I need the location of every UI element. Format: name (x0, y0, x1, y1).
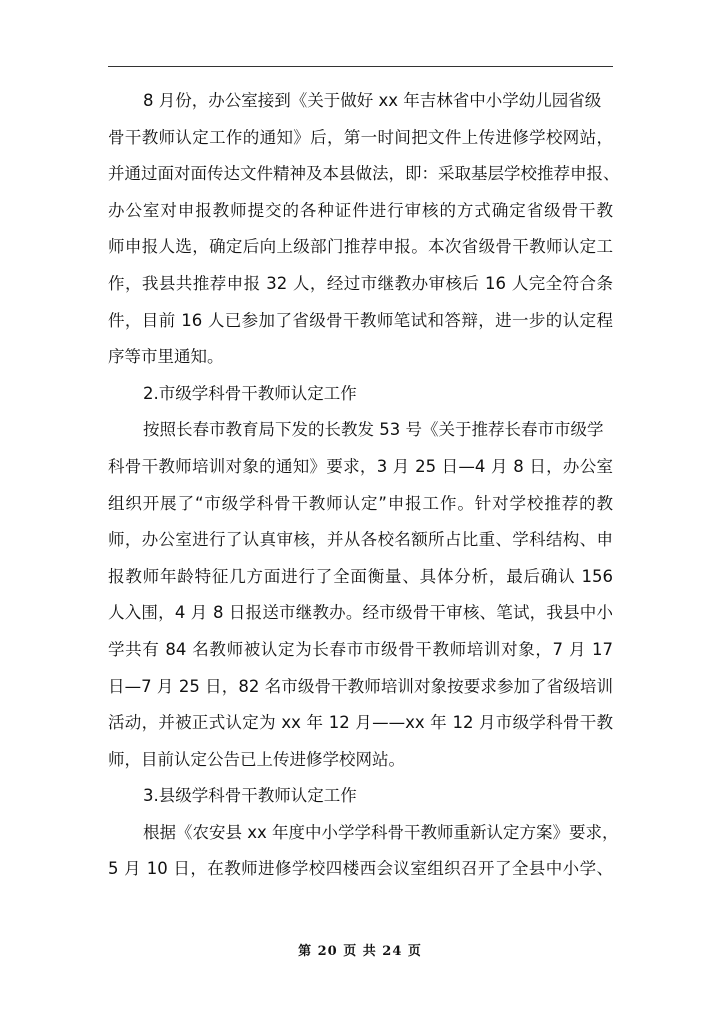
paragraph-line: 作，我县共推荐申报 32 人，经过市继教办审核后 16 人完全符合条 (108, 273, 613, 293)
document-body (108, 83, 620, 888)
paragraph-line: 组织开展了“市级学科骨干教师认定”申报工作。针对学校推荐的教 (108, 493, 613, 513)
paragraph-line: 报教师年龄特征几方面进行了全面衡量、具体分析，最后确认 156 (108, 566, 613, 586)
paragraph-line: 师申报人选，确定后向上级部门推荐申报。本次省级骨干教师认定工 (108, 237, 613, 257)
paragraph-line: 件，目前 16 人已参加了省级骨干教师笔试和答辩，进一步的认定程 (108, 310, 613, 330)
paragraph-line: 办公室对申报教师提交的各种证件进行审核的方式确定省级骨干教 (108, 200, 613, 220)
paragraph-line: 并通过面对面传达文件精神及本县做法，即：采取基层学校推荐申报、 (108, 164, 620, 184)
paragraph-line: 按照长春市教育局下发的长教发 53 号《关于推荐长春市市级学 (143, 420, 604, 440)
paragraph-line: 5 月 10 日，在教师进修学校四楼西会议室组织召开了全县中小学、 (108, 859, 613, 879)
paragraph-line: 师，办公室进行了认真审核，并从各校名额所占比重、学科结构、申 (108, 530, 613, 550)
paragraph-line: 序等市里通知。 (108, 347, 224, 367)
paragraph-line: 日—7 月 25 日，82 名市级骨干教师培训对象按要求参加了省级培训 (108, 676, 613, 696)
paragraph-line: 8 月份，办公室接到《关于做好 xx 年吉林省中小学幼儿园省级 (143, 91, 602, 110)
paragraph-line: 人入围，4 月 8 日报送市继教办。经市级骨干审核、笔试，我县中小 (108, 603, 613, 623)
paragraph-line: 骨干教师认定工作的通知》后，第一时间把文件上传进修学校网站， (108, 127, 613, 147)
paragraph-line: 根据《农安县 xx 年度中小学学科骨干教师重新认定方案》要求， (143, 822, 619, 842)
paragraph-line: 师，目前认定公告已上传进修学校网站。 (108, 749, 405, 769)
paragraph-line: 活动，并被正式认定为 xx 年 12 月——xx 年 12 月市级学科骨干教 (108, 713, 613, 733)
paragraph-line: 学共有 84 名教师被认定为长春市市级骨干教师培训对象，7 月 17 (108, 639, 613, 659)
header-rule (108, 66, 613, 67)
section-heading: 3.县级学科骨干教师认定工作 (143, 786, 357, 806)
paragraph-line: 科骨干教师培训对象的通知》要求，3 月 25 日—4 月 8 日，办公室 (108, 456, 613, 476)
section-heading: 2.市级学科骨干教师认定工作 (143, 383, 357, 403)
page-number-footer: 第 20 页 共 24 页 (298, 944, 422, 959)
